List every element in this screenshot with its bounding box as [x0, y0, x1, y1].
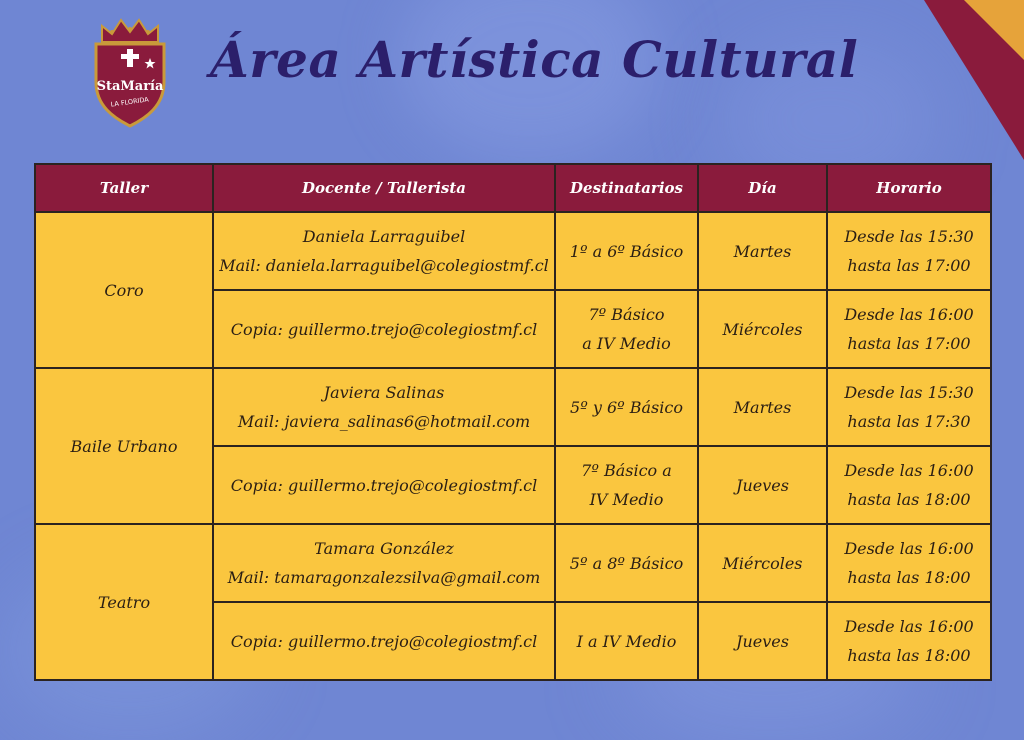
- table-row: [35, 212, 991, 290]
- dia-cell: Jueves: [698, 602, 827, 680]
- header-horario: Horario: [827, 164, 991, 212]
- horario-cell: [827, 212, 991, 290]
- corner-ribbon: [864, 0, 1024, 160]
- docente-name: Javiera Salinas: [323, 383, 445, 402]
- docente-name: Tamara González: [314, 539, 454, 558]
- docente-cell: [213, 524, 555, 602]
- table-row: [35, 368, 991, 446]
- destinatarios-text: I a IV Medio: [576, 631, 677, 651]
- destinatarios-text: IV Medio: [589, 490, 664, 509]
- destinatarios-cell: [555, 524, 698, 602]
- horario-end: hasta las 18:00: [847, 568, 971, 587]
- header-taller: Taller: [35, 164, 213, 212]
- taller-name: Coro: [35, 212, 213, 368]
- horario-cell: [827, 446, 991, 524]
- table-row: [35, 524, 991, 602]
- copia-cell[interactable]: Copia: guillermo.trejo@colegiostmf.cl: [213, 290, 555, 368]
- horario-end: hasta las 17:30: [847, 412, 971, 431]
- horario-start: Desde las 16:00: [844, 461, 974, 480]
- page-title: Área Artística Cultural: [210, 30, 859, 89]
- header-destinatarios: Destinatarios: [555, 164, 698, 212]
- dia-cell: Martes: [698, 368, 827, 446]
- destinatarios-text: 1º a 6º Básico: [569, 241, 684, 261]
- table-header-row: [35, 164, 991, 212]
- destinatarios-text: a IV Medio: [582, 334, 671, 353]
- taller-name: Baile Urbano: [35, 368, 213, 524]
- logo-subtext: LA FLORIDA: [110, 95, 150, 109]
- destinatarios-cell: [555, 212, 698, 290]
- copia-cell[interactable]: Copia: guillermo.trejo@colegiostmf.cl: [213, 602, 555, 680]
- taller-name: Teatro: [35, 524, 213, 680]
- docente-name: Daniela Larraguibel: [302, 227, 466, 246]
- destinatarios-text: 7º Básico a: [581, 461, 672, 480]
- school-crest-logo: [88, 16, 172, 128]
- dia-cell: Jueves: [698, 446, 827, 524]
- docente-cell: [213, 212, 555, 290]
- horario-start: Desde las 15:30: [844, 383, 974, 402]
- docente-mail[interactable]: Mail: javiera_salinas6@hotmail.com: [237, 412, 531, 431]
- horario-start: Desde las 16:00: [844, 539, 974, 558]
- destinatarios-text: 5º a 8º Básico: [569, 553, 684, 573]
- horario-cell: [827, 524, 991, 602]
- dia-cell: Martes: [698, 212, 827, 290]
- header-docente: Docente / Tallerista: [213, 164, 555, 212]
- dia-cell: Miércoles: [698, 524, 827, 602]
- destinatarios-text: 7º Básico: [588, 305, 665, 324]
- docente-cell: [213, 368, 555, 446]
- logo-name: StaMaría: [96, 79, 164, 94]
- horario-cell: [827, 602, 991, 680]
- horario-start: Desde las 16:00: [844, 305, 974, 324]
- horario-end: hasta las 18:00: [847, 490, 971, 509]
- horario-end: hasta las 17:00: [847, 334, 971, 353]
- destinatarios-cell: [555, 368, 698, 446]
- horario-start: Desde las 15:30: [844, 227, 974, 246]
- horario-end: hasta las 17:00: [847, 256, 971, 275]
- dia-cell: Miércoles: [698, 290, 827, 368]
- workshops-table: [34, 163, 992, 681]
- docente-mail[interactable]: Mail: daniela.larraguibel@colegiostmf.cl: [219, 256, 549, 275]
- destinatarios-text: 5º y 6º Básico: [570, 397, 683, 417]
- horario-end: hasta las 18:00: [847, 646, 971, 665]
- copia-cell[interactable]: Copia: guillermo.trejo@colegiostmf.cl: [213, 446, 555, 524]
- docente-mail[interactable]: Mail: tamaragonzalezsilva@gmail.com: [227, 568, 541, 587]
- header-dia: Día: [698, 164, 827, 212]
- horario-start: Desde las 16:00: [844, 617, 974, 636]
- horario-cell: [827, 368, 991, 446]
- destinatarios-cell: [555, 446, 698, 524]
- destinatarios-cell: [555, 290, 698, 368]
- horario-cell: [827, 290, 991, 368]
- destinatarios-cell: [555, 602, 698, 680]
